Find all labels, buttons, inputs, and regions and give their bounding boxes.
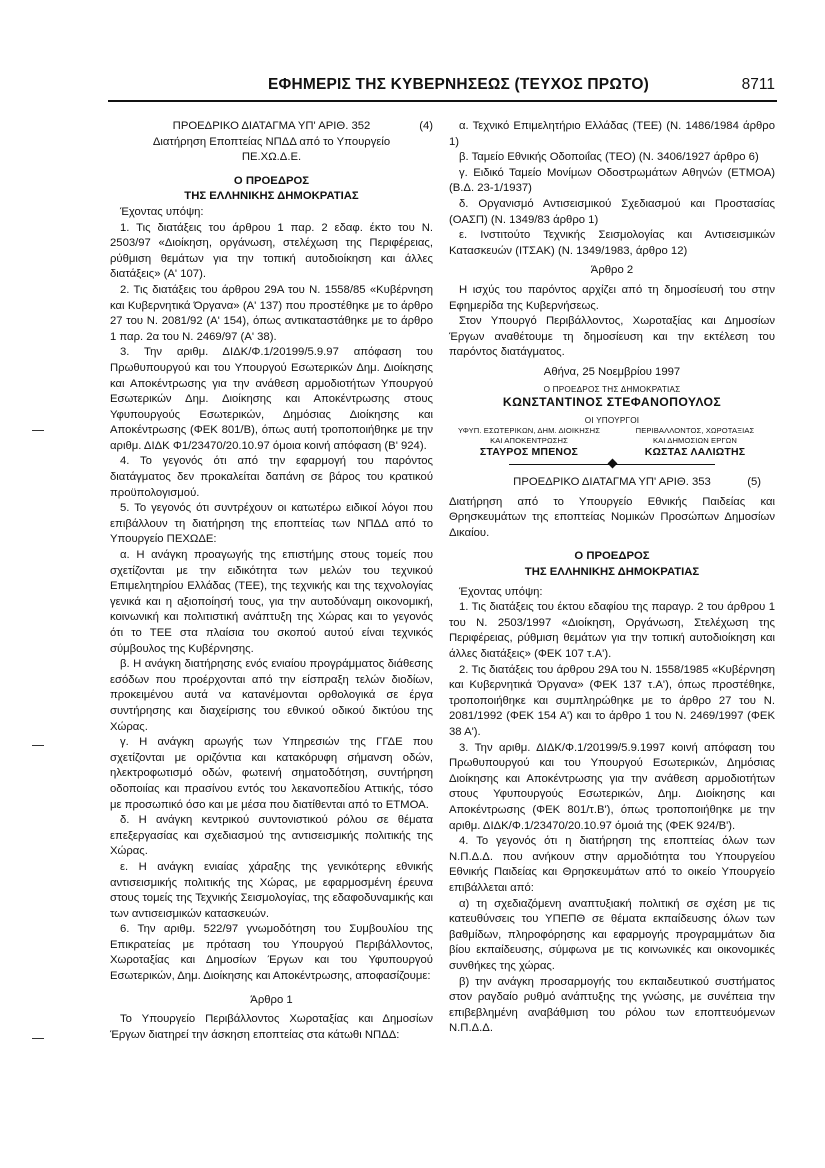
- page-header: [110, 76, 775, 98]
- date-place: Αθήνα, 25 Νοεμβρίου 1997: [543, 365, 681, 378]
- minister-signature: [615, 426, 775, 459]
- decree-353-paragraph: 3. Την αριθμ. ΔΙΔΚ/Φ.1/20199/5.9.1997 κοινή απόφαση του Πρωθυπουργού και του Υπουργού Εσωτερικών, Δημόσιας Διοίκησης και Αποκέντρωσης για την ανάθεση αρμοδιοτήτων στους Υφυπουργούς Εσωτερικών, Δημ. Διοίκησης και Αποκέντρωσης (ΦΕΚ 801/τ.Β'), όπως τροποποιήθηκε με την αριθμ. ΔΙΔΚ/Φ.1/23470/20.10.97 όμοιά της (ΦΕΚ 924/Β').: [449, 741, 775, 832]
- decree-353-paragraph: α) τη σχεδιαζόμενη αναπτυξιακή πολιτική σε σχέση με τις κατευθύνσεις του ΥΠΕΠΘ σε θέματα εκπαίδευσης όλων των βαθμίδων, πληροφόρησης και εφαρμογής προγραμμάτων δια βίου εκπαίδευσης, σύμφωνα με τις κοινωνικές και οικονομικές συνθήκες της χώρας.: [449, 897, 775, 972]
- decree-353-paragraph: 1. Τις διατάξεις του έκτου εδαφίου της παραγρ. 2 του άρθρου 1 του Ν. 2503/1997 «Διοίκηση, Οργάνωση, Στελέχωση της Περιφέρειας, ρύθμιση θεμάτων για την τοπική αυτοδιοίκηση και άλλες διατάξεις» (ΦΕΚ 107 τ.Α').: [449, 601, 775, 661]
- decree-353-title: ΠΡΟΕΔΡΙΚΟ ΔΙΑΤΑΓΜΑ ΥΠ' ΑΡΙΘ. 353: [513, 476, 711, 489]
- president-heading-1: Ο ΠΡΟΕΔΡΟΣ: [233, 174, 310, 187]
- decree-352-subtitle-1: Διατήρηση Εποπτείας ΝΠΔΔ από το Υπουργείο: [152, 135, 391, 148]
- decree-353-number: (5): [747, 476, 761, 489]
- having-in-view: Έχοντας υπόψη:: [459, 585, 543, 598]
- president-heading-2: ΤΗΣ ΕΛΛΗΝΙΚΗΣ ΔΗΜΟΚΡΑΤΙΑΣ: [184, 190, 359, 203]
- minister-signature: [449, 426, 609, 459]
- header-rule: [108, 100, 777, 102]
- article-2-heading: Άρθρο 2: [590, 264, 634, 277]
- decree-352-paragraph: 6. Την αριθμ. 522/97 γνωμοδότηση του Συμβουλίου της Επικρατείας με πρόταση του Υπουργού Περιβάλλοντος, Χωροταξίας και Δημοσίων Έργων και του Υφυπουργού Εσωτερικών, Δημ. Διοίκησης και Αποκέντρωσης, αποφασίζουμε:: [110, 923, 433, 983]
- decree-352-subtitle-2: ΠΕ.ΧΩ.Δ.Ε.: [241, 151, 302, 164]
- page-number: 8711: [741, 76, 775, 93]
- minister-title: ΠΕΡΙΒΑΛΛΟΝΤΟΣ, ΧΩΡΟΤΑΞΙΑΣ: [635, 426, 755, 436]
- minister-title: ΚΑΙ ΔΗΜΟΣΙΩΝ ΕΡΓΩΝ: [652, 435, 738, 445]
- minister-name: ΚΩΣΤΑΣ ΛΑΛΙΩΤΗΣ: [644, 446, 746, 459]
- decree-352-paragraph: β. Η ανάγκη διατήρησης ενός ενιαίου προγράμματος διάθεσης εσόδων που προέρχονται από την είσπραξη τελών διοδίων, προκειμένου αυτά να κατανέμονται ορθολογικά σε έργα συντήρησης και διαχείρισης του εθνικού οδικού δικτύου της Χώρας.: [110, 658, 433, 733]
- president-heading-2: ΤΗΣ ΕΛΛΗΝΙΚΗΣ ΔΗΜΟΚΡΑΤΙΑΣ: [524, 566, 700, 579]
- decree-353-paragraph: 4. Το γεγονός ότι η διατήρηση της εποπτείας όλων των Ν.Π.Δ.Δ. που ανήκουν στην αρμοδιότητα του Υπουργείου Εθνικής Παιδείας και Θρησκευμάτων από το οικείο Υπουργείο επιβάλλεται από:: [449, 835, 775, 894]
- having-in-view: Έχοντας υπόψη:: [120, 205, 204, 218]
- article-2-paragraph: Η ισχύς του παρόντος αρχίζει από τη δημοσίευσή του στην Εφημερίδα της Κυβερνήσεως.: [449, 283, 775, 312]
- article-1-item: α. Τεχνικό Επιμελητήριο Ελλάδας (ΤΕΕ) (Ν. 1486/1984 άρθρο 1): [449, 120, 775, 148]
- article-1-item: δ. Οργανισμό Αντισεισμικού Σχεδιασμού και Προστασίας (ΟΑΣΠ) (Ν. 1349/83 άρθρο 1): [449, 197, 775, 226]
- decree-353-subtitle: Διατήρηση από το Υπουργείο Εθνικής Παιδείας και Θρησκευμάτων της εποπτείας Νομικών Προσώπων Δημοσίων Δικαίου.: [449, 495, 775, 539]
- decree-353-paragraph: 2. Τις διατάξεις του άρθρου 29Α του Ν. 1558/1985 «Κυβέρνηση και Κυβερνητικά Όργανα» (ΦΕΚ 137 τ.Α'), όπως προστέθηκε, τροποποιήθηκε και συμπληρώθηκε με το άρθρο 27 του Ν. 2081/1992 (ΦΕΚ 154 Α') και το άρθρο 1 του Ν. 2469/1997 (ΦΕΚ 38 Α').: [449, 663, 775, 738]
- president-label: Ο ΠΡΟΕΔΡΟΣ ΤΗΣ ΔΗΜΟΚΡΑΤΙΑΣ: [543, 384, 681, 394]
- president-name: ΚΩΝΣΤΑΝΤΙΝΟΣ ΣΤΕΦΑΝΟΠΟΥΛΟΣ: [502, 394, 722, 409]
- decree-352-paragraph: 4. Το γεγονός ότι από την εφαρμογή του παρόντος διατάγματος δεν προκαλείται δαπάνη σε βάρος του κρατικού προϋπολογισμού.: [110, 455, 433, 499]
- margin-mark: [32, 1038, 44, 1039]
- right-column: [449, 119, 775, 1037]
- article-2-paragraph: Στον Υπουργό Περιβάλλοντος, Χωροταξίας και Δημοσίων Έργων αναθέτουμε τη δημοσίευση και την εκτέλεση του παρόντος διατάγματος.: [449, 315, 775, 359]
- left-column: [110, 119, 433, 1043]
- decree-353-title-row: [449, 475, 775, 491]
- decree-353-paragraph: β) την ανάγκη προσαρμογής του εκπαιδευτικού συστήματος στον ραγδαίο ρυθμό ανάπτυξης της γνώσης, με συνέπεια την επιβεβλημένη αναβάθμιση του ρόλου των εποπτευόμενων Ν.Π.Δ.Δ.: [449, 975, 775, 1035]
- gazette-title: ΕΦΗΜΕΡΙΣ ΤΗΣ ΚΥΒΕΡΝΗΣΕΩΣ (ΤΕΥΧΟΣ ΠΡΩΤΟ): [268, 76, 649, 93]
- decree-352-paragraph: 2. Τις διατάξεις του άρθρου 29Α του Ν. 1558/85 «Κυβέρνηση και Κυβερνητικά Όργανα» (Α' 137) που προστέθηκε με το άρθρο 27 του Ν. 2081/92 (Α' 154), όπως αντικαταστάθηκε με το άρθρο 1 παρ. 2α του Ν. 2469/97 (Α' 38).: [110, 283, 433, 343]
- president-heading-1: Ο ΠΡΟΕΔΡΟΣ: [574, 550, 650, 563]
- margin-mark: [32, 745, 44, 746]
- minister-name: ΣΤΑΥΡΟΣ ΜΠΕΝΟΣ: [479, 446, 579, 459]
- minister-title: ΥΦΥΠ. ΕΣΩΤΕΡΙΚΩΝ, ΔΗΜ. ΔΙΟΙΚΗΣΗΣ: [457, 426, 601, 436]
- article-1-text: Το Υπουργείο Περιβάλλοντος Χωροταξίας και Δημοσίων Έργων διατηρεί την άσκηση εποπτείας στα κάτωθι ΝΠΔΔ:: [110, 1013, 433, 1041]
- margin-mark: [32, 430, 44, 431]
- article-1-item: γ. Ειδικό Ταμείο Μονίμων Οδοστρωμάτων Αθηνών (ΕΤΜΟΑ) (Β.Δ. 23-1/1937): [449, 166, 775, 195]
- decree-352-title-row: [110, 119, 433, 135]
- article-1-item: ε. Ινστιτούτο Τεχνικής Σεισμολογίας και Αντισεισμικών Κατασκευών (ΙΤΣΑΚ) (Ν. 1349/1983, άρθρο 12): [449, 229, 775, 257]
- minister-title: ΚΑΙ ΑΠΟΚΕΝΤΡΩΣΗΣ: [490, 435, 568, 445]
- section-divider: [449, 459, 775, 469]
- decree-352-paragraph: 3. Την αριθμ. ΔΙΔΚ/Φ.1/20199/5.9.97 απόφαση του Πρωθυπουργού και του Υπουργού Εσωτερικών Δημ. Διοίκησης και Αποκέντρωσης για την ανάθεση αρμοδιοτήτων Υπουργού Εσωτερικών Δημ. Διοίκησης και Αποκέντρωσης στους Υφυπουργούς Εσωτερικών, Δημόσιας Διοίκησης και Αποκέντρωσης (ΦΕΚ 801/Β), όπως αυτή τροποποιήθηκε με την αριθμ. ΔΙΔΚ Φ1/23470/20.10.97 όμοια κοινή απόφαση (Β' 924).: [110, 346, 433, 452]
- decree-352-paragraph: δ. Η ανάγκη κεντρικού συντονιστικού ρόλου σε θέματα επεξεργασίας και σχεδιασμού της αντισεισμικής πολιτικής της Χώρας.: [110, 814, 433, 858]
- decree-352-paragraph: γ. Η ανάγκη αρωγής των Υπηρεσιών της ΓΓΔΕ που σχετίζονται με οριζόντια και κατακόρυφη σήμανση οδών, ηλεκτροφωτισμό οδών, φωτεινή σηματοδότηση, συντήρηση οδοποιίας και πρασίνου εντός του λεκανοπεδίου Αττικής, τόσο με προσωπικό όσο και με μέσα που διατίθενται από το ΕΤΜΟΑ.: [110, 736, 433, 811]
- ministers-label: ΟΙ ΥΠΟΥΡΓΟΙ: [584, 416, 640, 426]
- decree-352-title: ΠΡΟΕΔΡΙΚΟ ΔΙΑΤΑΓΜΑ ΥΠ' ΑΡΙΘ. 352: [172, 120, 371, 132]
- article-1-item: β. Ταμείο Εθνικής Οδοποιΐας (ΤΕΟ) (Ν. 3406/1927 άρθρο 6): [459, 151, 759, 164]
- decree-352-paragraph: α. Η ανάγκη προαγωγής της επιστήμης στους τομείς που σχετίζονται με την ειδικότητα των μελών του τεχνικού Επιμελητηρίου Ελλάδας (ΤΕΕ), της τεχνικής και της τεχνολογίας γενικά και η αξιοποίησή τους, για την αυτοδύναμη οικονομική, κοινωνική και πολιτιστική ανάπτυξη της Χώρας και το γεγονός ότι το ΤΕΕ στα πλαίσια του σκοπού αυτού είναι τεχνικός σύμβουλος της Κυβέρνησης.: [110, 549, 433, 655]
- decree-352-paragraph: 1. Τις διατάξεις του άρθρου 1 παρ. 2 εδαφ. έκτο του Ν. 2503/97 «Διοίκηση, οργάνωση, στελέχωση της Περιφέρειας, ρύθμιση θεμάτων για την τοπική αυτοδιοίκηση και άλλες διατάξεις» (Α' 107).: [110, 221, 433, 281]
- ministers-signatures: [449, 426, 775, 459]
- decree-352-paragraph: ε. Η ανάγκη ενιαίας χάραξης της γενικότερης εθνικής αντισεισμικής πολιτικής της Χώρας, με εφαρμοσμένη έρευνα στους τομείς της Τεχνικής Σεισμολογίας, της εδαφοδυναμικής και των αντισεισμικών κατασκευών.: [110, 860, 433, 920]
- article-1-heading: Άρθρο 1: [250, 993, 293, 1006]
- decree-352-paragraph: 5. Το γεγονός ότι συντρέχουν οι κατωτέρω ειδικοί λόγοι που επιβάλλουν τη διατήρηση της εποπτείας των ΝΠΔΔ από το Υπουργείο ΠΕΧΩΔΕ:: [110, 502, 433, 546]
- decree-352-number: (4): [419, 120, 433, 132]
